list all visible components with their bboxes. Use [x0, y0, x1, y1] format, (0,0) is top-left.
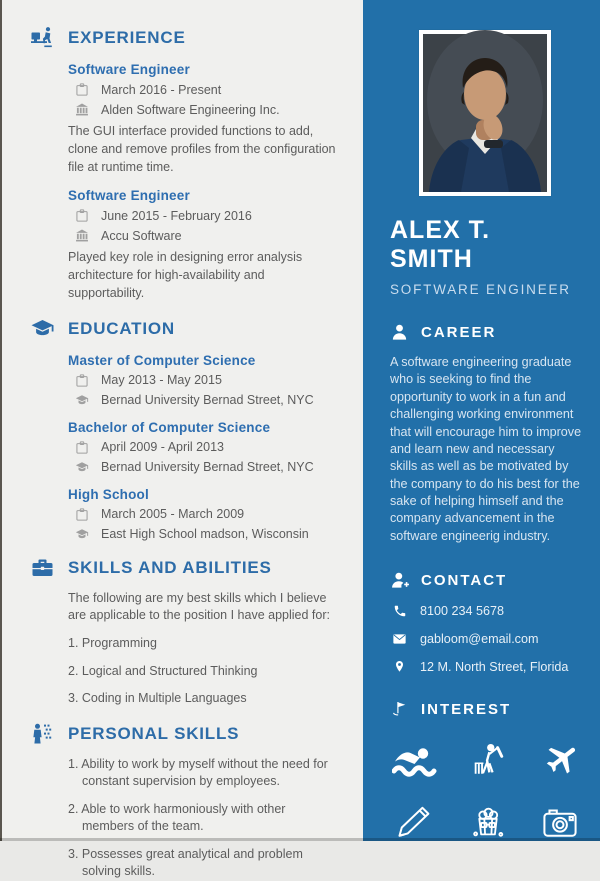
education-date: March 2005 - March 2009	[101, 507, 245, 521]
career-header	[390, 323, 580, 342]
skills-heading: SKILLS AND ABILITIES	[68, 557, 272, 577]
personal-skill-item: 1. Ability to work by myself without the need for constant supervision by employees.	[68, 756, 328, 788]
envelope-icon	[392, 631, 407, 646]
education-date-row	[68, 373, 337, 388]
map-pin-icon	[392, 659, 407, 674]
profile-photo-frame	[419, 30, 551, 196]
skills-section	[30, 556, 337, 708]
add-user-icon	[390, 571, 409, 590]
skill-item: 1. Programming	[68, 636, 157, 650]
personal-skill-item: 2. Able to work harmoniously with other members of the team.	[68, 801, 286, 833]
skills-intro: The following are my best skills which I believe are applicable to the position I have applied for:	[68, 590, 330, 623]
education-school-row	[68, 527, 337, 542]
skill-item: 3. Coding in Multiple Languages	[68, 691, 247, 705]
skills-header	[30, 556, 337, 580]
school-cap-icon	[75, 393, 89, 408]
job-date: March 2016 - Present	[101, 82, 222, 97]
interest-heading: INTEREST	[421, 701, 512, 719]
education-school: Bernad University Bernad Street, NYC	[101, 460, 314, 474]
calendar-icon	[75, 373, 89, 388]
job-date: June 2015 - February 2016	[101, 208, 252, 223]
swimmer-icon	[392, 737, 440, 783]
job-company-row	[68, 102, 337, 117]
person-title: SOFTWARE ENGINEER	[390, 282, 571, 297]
person-attributes-icon	[30, 722, 55, 746]
person-name: ALEX T. SMITH	[390, 216, 491, 273]
profile-photo	[423, 34, 547, 192]
company-building-icon	[75, 102, 89, 117]
contact-email: gabloom@email.com	[420, 631, 539, 646]
calendar-icon	[75, 82, 89, 97]
calendar-icon	[75, 440, 89, 455]
education-title: High School	[68, 486, 149, 502]
job-description: Played key role in designing error analysis architecture for high-availability and supportability.	[68, 250, 303, 300]
interest-grid	[390, 737, 580, 845]
graduation-cap-icon	[30, 317, 55, 341]
interest-header	[390, 700, 580, 719]
education-title: Master of Computer Science	[68, 352, 256, 368]
workstation-icon	[30, 26, 55, 50]
education-date-row	[68, 440, 337, 455]
personal-skills-heading: PERSONAL SKILLS	[68, 723, 240, 743]
job-date-row	[68, 82, 337, 97]
briefcase-icon	[30, 556, 55, 580]
contact-header	[390, 571, 580, 590]
education-date-row	[68, 507, 337, 522]
flag-icon	[390, 700, 409, 719]
career-heading: CAREER	[421, 324, 497, 341]
experience-header	[30, 26, 337, 50]
education-date: April 2009 - April 2013	[101, 440, 224, 454]
contact-email-row	[392, 631, 580, 646]
resume-sidebar	[363, 0, 600, 841]
company-building-icon	[75, 228, 89, 243]
school-cap-icon	[75, 527, 89, 542]
phone-icon	[392, 603, 407, 618]
job-title: Software Engineer	[68, 188, 190, 204]
education-heading: EDUCATION	[68, 318, 175, 338]
calendar-icon	[75, 507, 89, 522]
education-school: Bernad University Bernad Street, NYC	[101, 393, 314, 407]
calendar-icon	[75, 208, 89, 223]
job-title: Software Engineer	[68, 62, 190, 77]
personal-skills-header	[30, 722, 337, 746]
cricket-icon	[464, 737, 512, 783]
personal-skill-item: 3. Possesses great analytical and problem solving skills.	[68, 846, 303, 878]
page-edge-shadow	[0, 838, 600, 841]
career-summary: A software engineering graduate who is seeking to find the opportunity to work in a fun and challenging working environment that will encourage him to improve and learn new and necessary skills as well as be motivated by the company to do his best for the sake of helping himself and the company advancement in the software engineerig industry.	[390, 355, 582, 543]
job-company-row	[68, 228, 337, 243]
education-header	[30, 317, 337, 341]
education-school-row	[68, 460, 337, 475]
airplane-icon	[536, 737, 584, 783]
education-title: Bachelor of Computer Science	[68, 419, 271, 435]
contact-heading: CONTACT	[421, 572, 508, 590]
experience-heading: EXPERIENCE	[68, 28, 186, 47]
page-edge	[0, 0, 2, 841]
education-date: May 2013 - May 2015	[101, 373, 222, 387]
school-cap-icon	[75, 460, 89, 475]
contact-address: 12 M. North Street, Florida	[420, 659, 569, 674]
person-icon	[390, 323, 409, 342]
job-company: Accu Software	[101, 228, 182, 243]
job-description: The GUI interface provided functions to add, clone and remove profiles from the configuration file at runtime time.	[68, 124, 336, 174]
personal-skills-section	[30, 722, 337, 881]
experience-section	[30, 26, 337, 303]
contact-phone-row	[392, 603, 580, 618]
skill-item: 2. Logical and Structured Thinking	[68, 663, 258, 678]
contact-phone: 8100 234 5678	[420, 603, 505, 618]
education-school: East High School madson, Wisconsin	[101, 527, 309, 541]
job-company: Alden Software Engineering Inc.	[101, 102, 280, 117]
education-section	[30, 317, 337, 542]
contact-address-row	[392, 659, 580, 674]
education-school-row	[68, 393, 337, 408]
job-date-row	[68, 208, 337, 223]
